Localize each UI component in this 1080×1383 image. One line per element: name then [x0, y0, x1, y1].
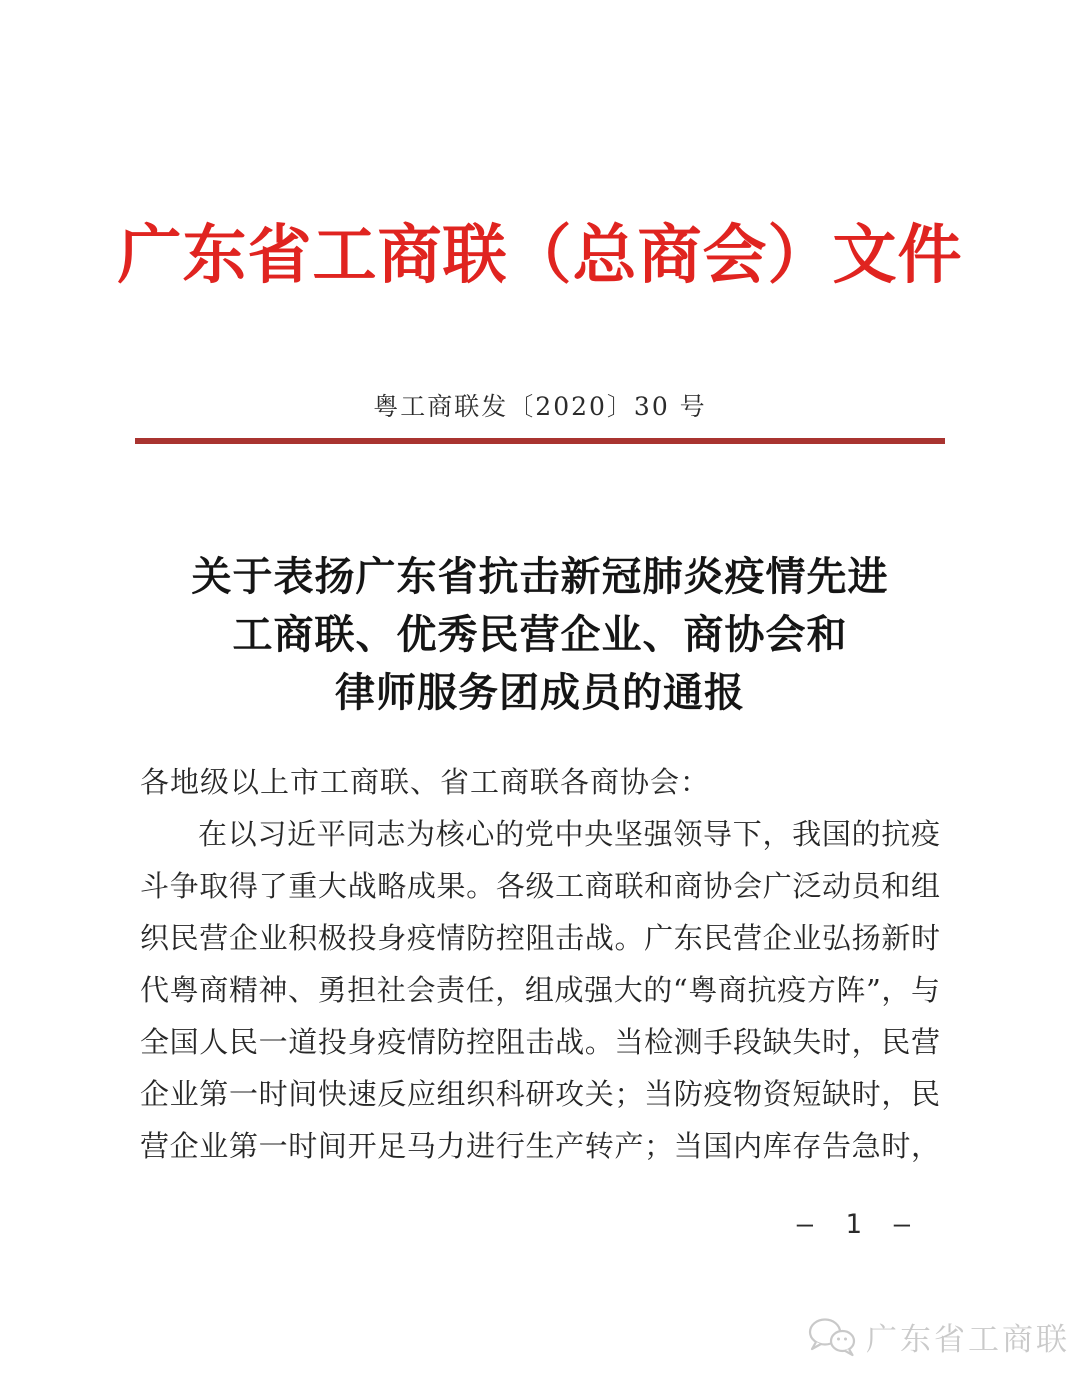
- watermark-label: 广东省工商联: [866, 1322, 1070, 1358]
- salutation-line: 各地级以上市工商联、省工商联各商协会：: [140, 765, 711, 799]
- document-title: [0, 548, 1080, 722]
- document-title-line: 律师服务团成员的通报: [335, 669, 745, 716]
- document-title-line: 关于表扬广东省抗击新冠肺炎疫情先进: [191, 553, 889, 600]
- body-line: 织民营企业积极投身疫情防控阻击战。广东民营企业弘扬新时: [140, 921, 940, 955]
- body-line: 在以习近平同志为核心的党中央坚强领导下，我国的抗疫: [198, 817, 940, 851]
- body-line: 企业第一时间快速反应组织科研攻关；当防疫物资短缺时，民: [140, 1077, 940, 1111]
- body-line: 营企业第一时间开足马力进行生产转产；当国内库存告急时，: [140, 1129, 940, 1163]
- page-number: — 1 —: [796, 1209, 918, 1240]
- wechat-icon: [806, 1315, 858, 1359]
- body-paragraph: [140, 808, 940, 1172]
- letterhead-title: 广东省工商联（总商会）文件: [117, 218, 963, 293]
- body-line: 代粤商精神、勇担社会责任，组成强大的“粤商抗疫方阵”，与: [140, 973, 940, 1007]
- body-line: 斗争取得了重大战略成果。各级工商联和商协会广泛动员和组: [140, 869, 940, 903]
- document-number: 粤工商联发〔2020〕30 号: [373, 392, 707, 421]
- document-body: [140, 756, 940, 1172]
- watermark: [806, 1314, 1070, 1359]
- red-divider-rule: [135, 438, 945, 444]
- body-line: 全国人民一道投身疫情防控阻击战。当检测手段缺失时，民营: [140, 1025, 940, 1059]
- document-title-line: 工商联、优秀民营企业、商协会和: [232, 611, 848, 658]
